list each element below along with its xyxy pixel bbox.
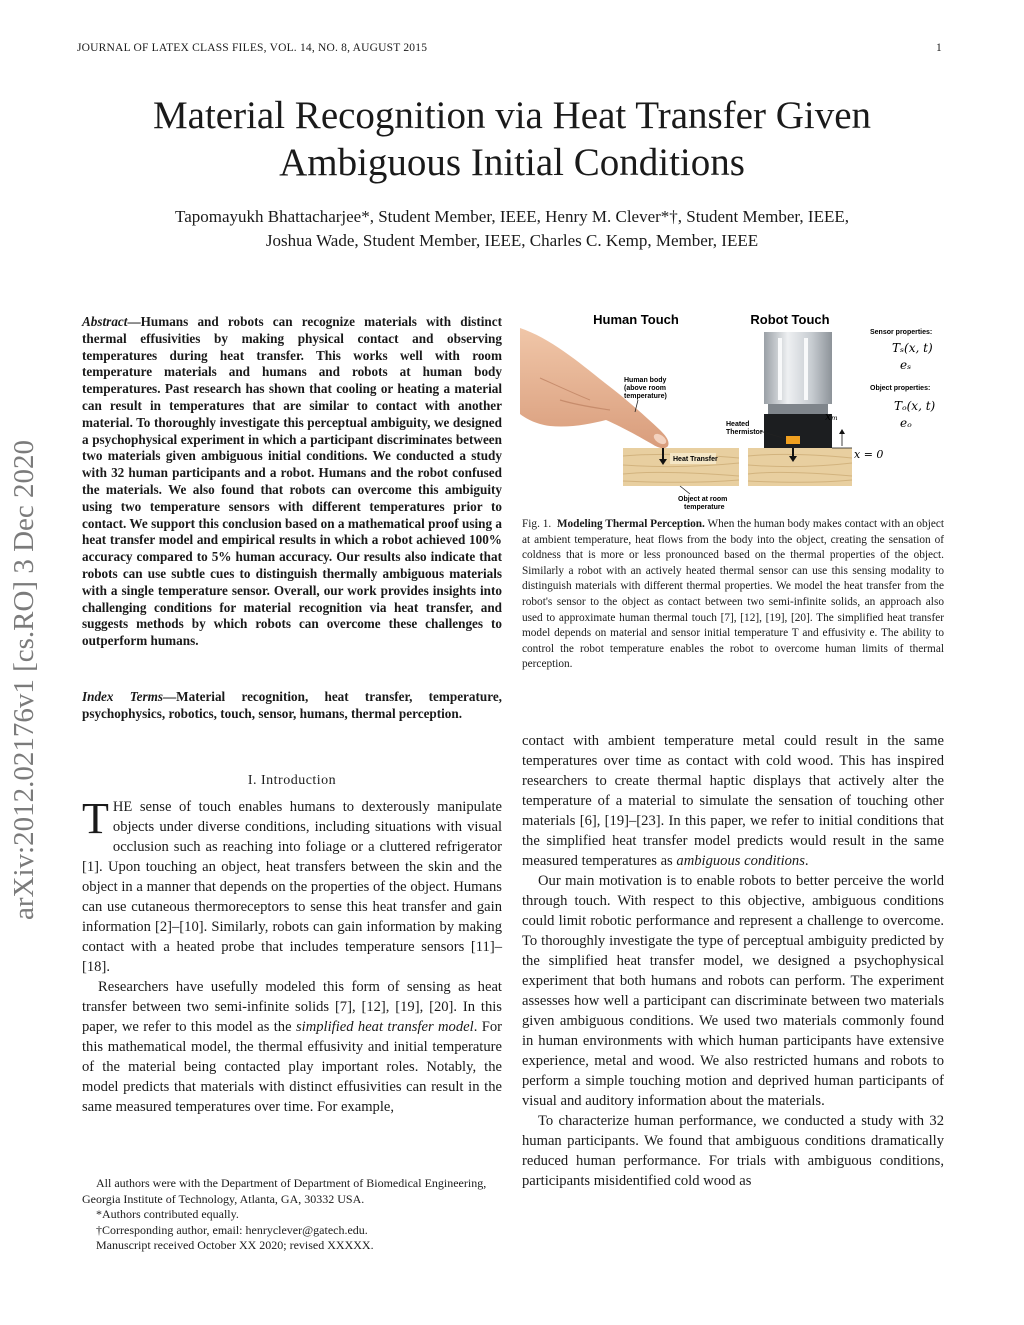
robot-probe-image xyxy=(764,332,832,448)
right-paragraph-3: To characterize human performance, we conducted a study with 32 human participants. We found that ambiguous conditions dramatically reduced human performance. For trials with ambiguous conditions, participants misidentified cold wood as xyxy=(522,1113,944,1189)
human-body-label-2: (above room xyxy=(624,385,667,392)
authors-line-2: Joshua Wade, Student Member, IEEE, Charles C. Kemp, Member, IEEE xyxy=(265,231,759,250)
running-head: JOURNAL OF LATEX CLASS FILES, VOL. 14, NO. 8, AUGUST 2015 xyxy=(77,42,428,54)
index-terms-text: —Material recognition, heat transfer, temperature, psychophysics, robotics, touch, sensor, humans, thermal perception. xyxy=(82,689,502,721)
intro-paragraph-2 xyxy=(82,977,502,1117)
intro-p2-emphasis: simplified heat transfer model xyxy=(295,1019,474,1035)
abstract-label: Abstract xyxy=(82,314,128,329)
section-heading: I. Introduction xyxy=(247,773,337,788)
caption-title: Modeling Thermal Perception. xyxy=(556,518,705,530)
title-line-2: Ambiguous Initial Conditions xyxy=(279,141,745,184)
introduction-body xyxy=(82,794,502,1117)
abstract-text: —Humans and robots can recognize materials with distinct thermal effusivities by making physical contact and observing temperatures during heat transfer. This works well with room temperature materials and humans and robots at human body temperatures. Past research has shown that cooling or heating a material can result in temperatures that are similar to contact with another material. To thoroughly investigate this perceptual ambiguity, we designed a psychophysical experiment in which a participant discriminates between two materials given ambiguous initial conditions. We conducted a study with 32 human participants and a robot. Humans and the robot confused the materials. We also found that robots can overcome this ambiguity using two temperature sensors with different temperatures prior to contact. We support this conclusion based on a mathematical proof using a heat transfer model and empirical results in which a robot achieved 100% accuracy compared to 5% human accuracy. Our results also indicate that robots can use subtle cues to distinguish thermally ambiguous materials with a single temperature sensor. Overall, our work provides insights into challenging conditions for material recognition via heat transfer, and suggests methods by which robots can overcome these challenges to outperform humans. xyxy=(82,314,502,649)
sensor-effusivity: eₛ xyxy=(900,358,912,372)
right-p1-emphasis: ambiguous conditions xyxy=(676,853,805,869)
page-number: 1 xyxy=(936,42,942,54)
footnote-affiliation: All authors were with the Department of Department of Biomedical Engineering, Georgia Institute of Technology, Atlanta, GA, 30332 USA. xyxy=(82,1176,487,1206)
right-paragraph-2: Our main motivation is to enable robots to better perceive the world through touch. With respect to this objective, ambiguous conditions could limit robotic performance and represent a challenge to overcome. To thoroughly investigate the type of perceptual ambiguity predicted by the simplified heat transfer model, we designed a psychophysical experiment that both humans and robots can perform. The experiment assesses how well a participant can discriminate between two materials given ambiguous conditions. We used two materials commonly found in human environments with which human participants have extensive experience, metal and wood. We also restricted humans and robots to perform a simple touching motion and deprived human participants of visual and auditory information about the materials. xyxy=(522,873,944,1109)
intro-paragraph-1 xyxy=(82,794,502,977)
right-column-body xyxy=(522,731,944,1191)
index-terms xyxy=(82,689,502,723)
caption-text: When the human body makes contact with an object at ambient temperature, heat flows from the body into the object, creating the sensation of coldness that is more or less pronounced based on the thermal properties of the object. Similarly a robot with an actively heated thermal sensor can use this sensing modality to distinguish materials with different thermal properties. We model the heat transfer from the robot's sensor to the object as contact between two semi-infinite solids, an approach also used to approximate human thermal touch [7], [12], [19], [20]. The simplified heat transfer model depends on material and sensor initial temperature T and effusivity e. The ability to control the robot temperature enables the robot to overcome human limits of thermal perception. xyxy=(522,518,945,671)
human-body-label-1: Human body xyxy=(624,377,667,384)
robot-wood-block xyxy=(748,448,852,486)
xm-label: xₘ xyxy=(825,410,838,423)
footnote-corresponding: †Corresponding author, email: henryclever@gatech.edu. xyxy=(96,1222,368,1237)
title-line-1: Material Recognition via Heat Transfer Given xyxy=(152,94,872,137)
object-properties-label: Object properties: xyxy=(870,385,931,392)
sensor-temperature: Tₛ(x, t) xyxy=(892,341,933,355)
intro-p2-b: . For this mathematical model, the thermal effusivity and initial temperature of the material being contacted play important roles. Notably, the model predicts that materials with distinct effusivities can result in the same measured temperatures over time. For example, xyxy=(82,1019,502,1115)
abstract xyxy=(82,314,502,650)
right-p1-a: contact with ambient temperature metal could result in the same temperatures over time as contact with cold wood. This has inspired researchers to create thermal haptic displays that actively alter the temperature of a material to simulate the sensation of touching other materials [6], [19]–[23]. In this paper, we refer to initial conditions that the simplified heat transfer model predicts would result in the same measured temperatures as xyxy=(522,733,944,869)
object-temperature: Tₒ(x, t) xyxy=(894,399,936,413)
figure-1 xyxy=(520,308,944,514)
footnotes xyxy=(82,1176,502,1254)
object-label-1: Object at room xyxy=(678,496,728,503)
human-body-label-3: temperature) xyxy=(624,393,667,400)
x0-label: x = 0 xyxy=(854,448,884,461)
index-terms-label: Index Terms xyxy=(82,689,163,704)
footnote-equal-contribution: *Authors contributed equally. xyxy=(96,1207,239,1221)
right-p1-b: . xyxy=(804,853,809,869)
authors-line-1: Tapomayukh Bhattacharjee*, Student Member, IEEE, Henry M. Clever*†, Student Member, IEEE, xyxy=(175,207,849,226)
heat-transfer-label: Heat Transfer xyxy=(673,456,718,463)
heated-thermistor-label-1: Heated xyxy=(726,421,750,428)
paper-title xyxy=(0,92,1024,186)
right-paragraph-1 xyxy=(522,731,944,871)
figure-caption xyxy=(522,517,944,673)
author-list xyxy=(0,205,1024,253)
object-label-2: temperature xyxy=(684,504,725,511)
human-touch-title: Human Touch xyxy=(593,312,679,327)
caption-label: Fig. 1. xyxy=(522,518,552,530)
object-effusivity: eₒ xyxy=(900,416,912,430)
footnote-manuscript: Manuscript received October XX 2020; revised XXXXX. xyxy=(96,1238,374,1252)
intro-p2-a: Researchers have usefully modeled this form of sensing as heat transfer between two semi-infinite solids [7], [12], [19], [20]. In this paper, we refer to this model as the xyxy=(82,979,502,1035)
thermistor-icon xyxy=(786,436,800,444)
intro-p1-text: HE sense of touch enables humans to dexterously manipulate objects under diverse conditions, including situations with visual occlusion such as reaching into foliage or a cluttered refrigerator [1]. Upon touching an object, heat transfers between the skin and the object in a manner that depends on the properties of the object. Humans can use cutaneous thermoreceptors to sense this heat transfer and gain information [2]–[10]. Similarly, robots can gain information by making contact with a heated probe that includes temperature sensors [11]–[18]. xyxy=(82,799,502,975)
sensor-properties-label: Sensor properties: xyxy=(870,329,933,336)
arxiv-identifier[interactable]: arXiv:2012.02176v1 [cs.RO] 3 Dec 2020 xyxy=(8,439,40,920)
robot-touch-title: Robot Touch xyxy=(750,312,830,327)
heated-thermistor-label-2: Thermistor xyxy=(726,429,763,436)
drop-cap: T xyxy=(82,794,109,843)
